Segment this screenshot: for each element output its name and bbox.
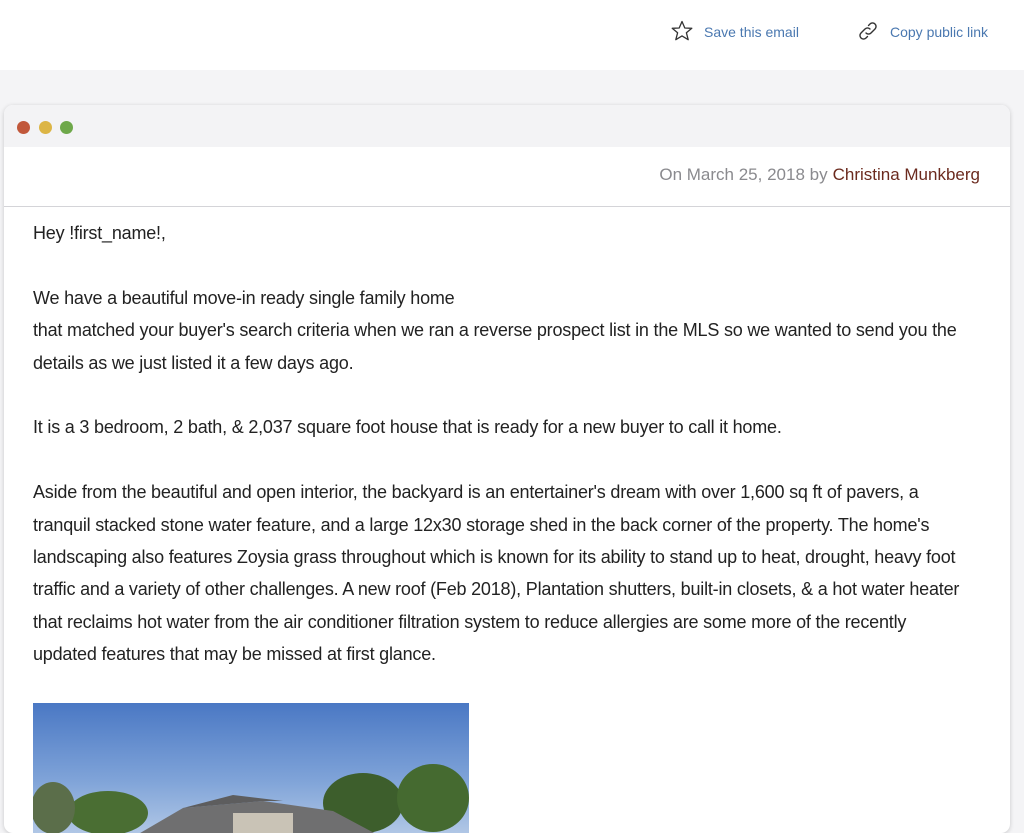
save-email-button[interactable] bbox=[670, 18, 799, 46]
copy-public-link-button[interactable] bbox=[856, 18, 988, 46]
email-paragraph: It is a 3 bedroom, 2 bath, & 2,037 square foot house that is ready for a new buyer to call it home. bbox=[33, 417, 782, 438]
link-icon bbox=[856, 19, 880, 46]
email-window bbox=[4, 105, 1010, 833]
copy-public-link-label: Copy public link bbox=[890, 24, 989, 40]
star-icon bbox=[670, 19, 694, 46]
email-paragraph: Aside from the beautiful and open interior, the backyard is an entertainer's dream with over 1,600 sq ft of pavers, a tranquil stacked stone water feature, and a large 12x30 storage shed in the back corner of the property. The home's landscaping also features Zoysia grass throughout which is known for its ability to stand up to heat, drought, heavy foot traffic and a variety of other challenges. A new roof (Feb 2018), Plantation shutters, built-in closets, & a hot water heater that reclaims hot water from the air conditioner filtration system to reduce allergies are some more of the recently updated features that may be missed at first glance. bbox=[33, 482, 960, 665]
email-author: Christina Munkberg bbox=[832, 164, 980, 184]
email-paragraph bbox=[33, 282, 970, 379]
email-paragraph-line: We have a beautiful move-in ready single family home bbox=[33, 287, 455, 308]
email-meta bbox=[4, 147, 1010, 207]
close-dot-icon bbox=[17, 121, 30, 134]
maximize-dot-icon bbox=[60, 121, 73, 134]
top-toolbar bbox=[0, 0, 1024, 70]
house-photo bbox=[33, 703, 469, 833]
window-titlebar bbox=[4, 105, 1010, 147]
email-date: On March 25, 2018 by bbox=[659, 164, 828, 184]
email-body bbox=[4, 207, 1010, 833]
email-paragraph-line: that matched your buyer's search criteria when we ran a reverse prospect list in the MLS so we wanted to send you the details as we just listed it a few days ago. bbox=[33, 320, 957, 373]
save-email-label: Save this email bbox=[704, 24, 799, 40]
minimize-dot-icon bbox=[39, 121, 52, 134]
email-greeting: Hey !first_name!, bbox=[33, 223, 166, 243]
